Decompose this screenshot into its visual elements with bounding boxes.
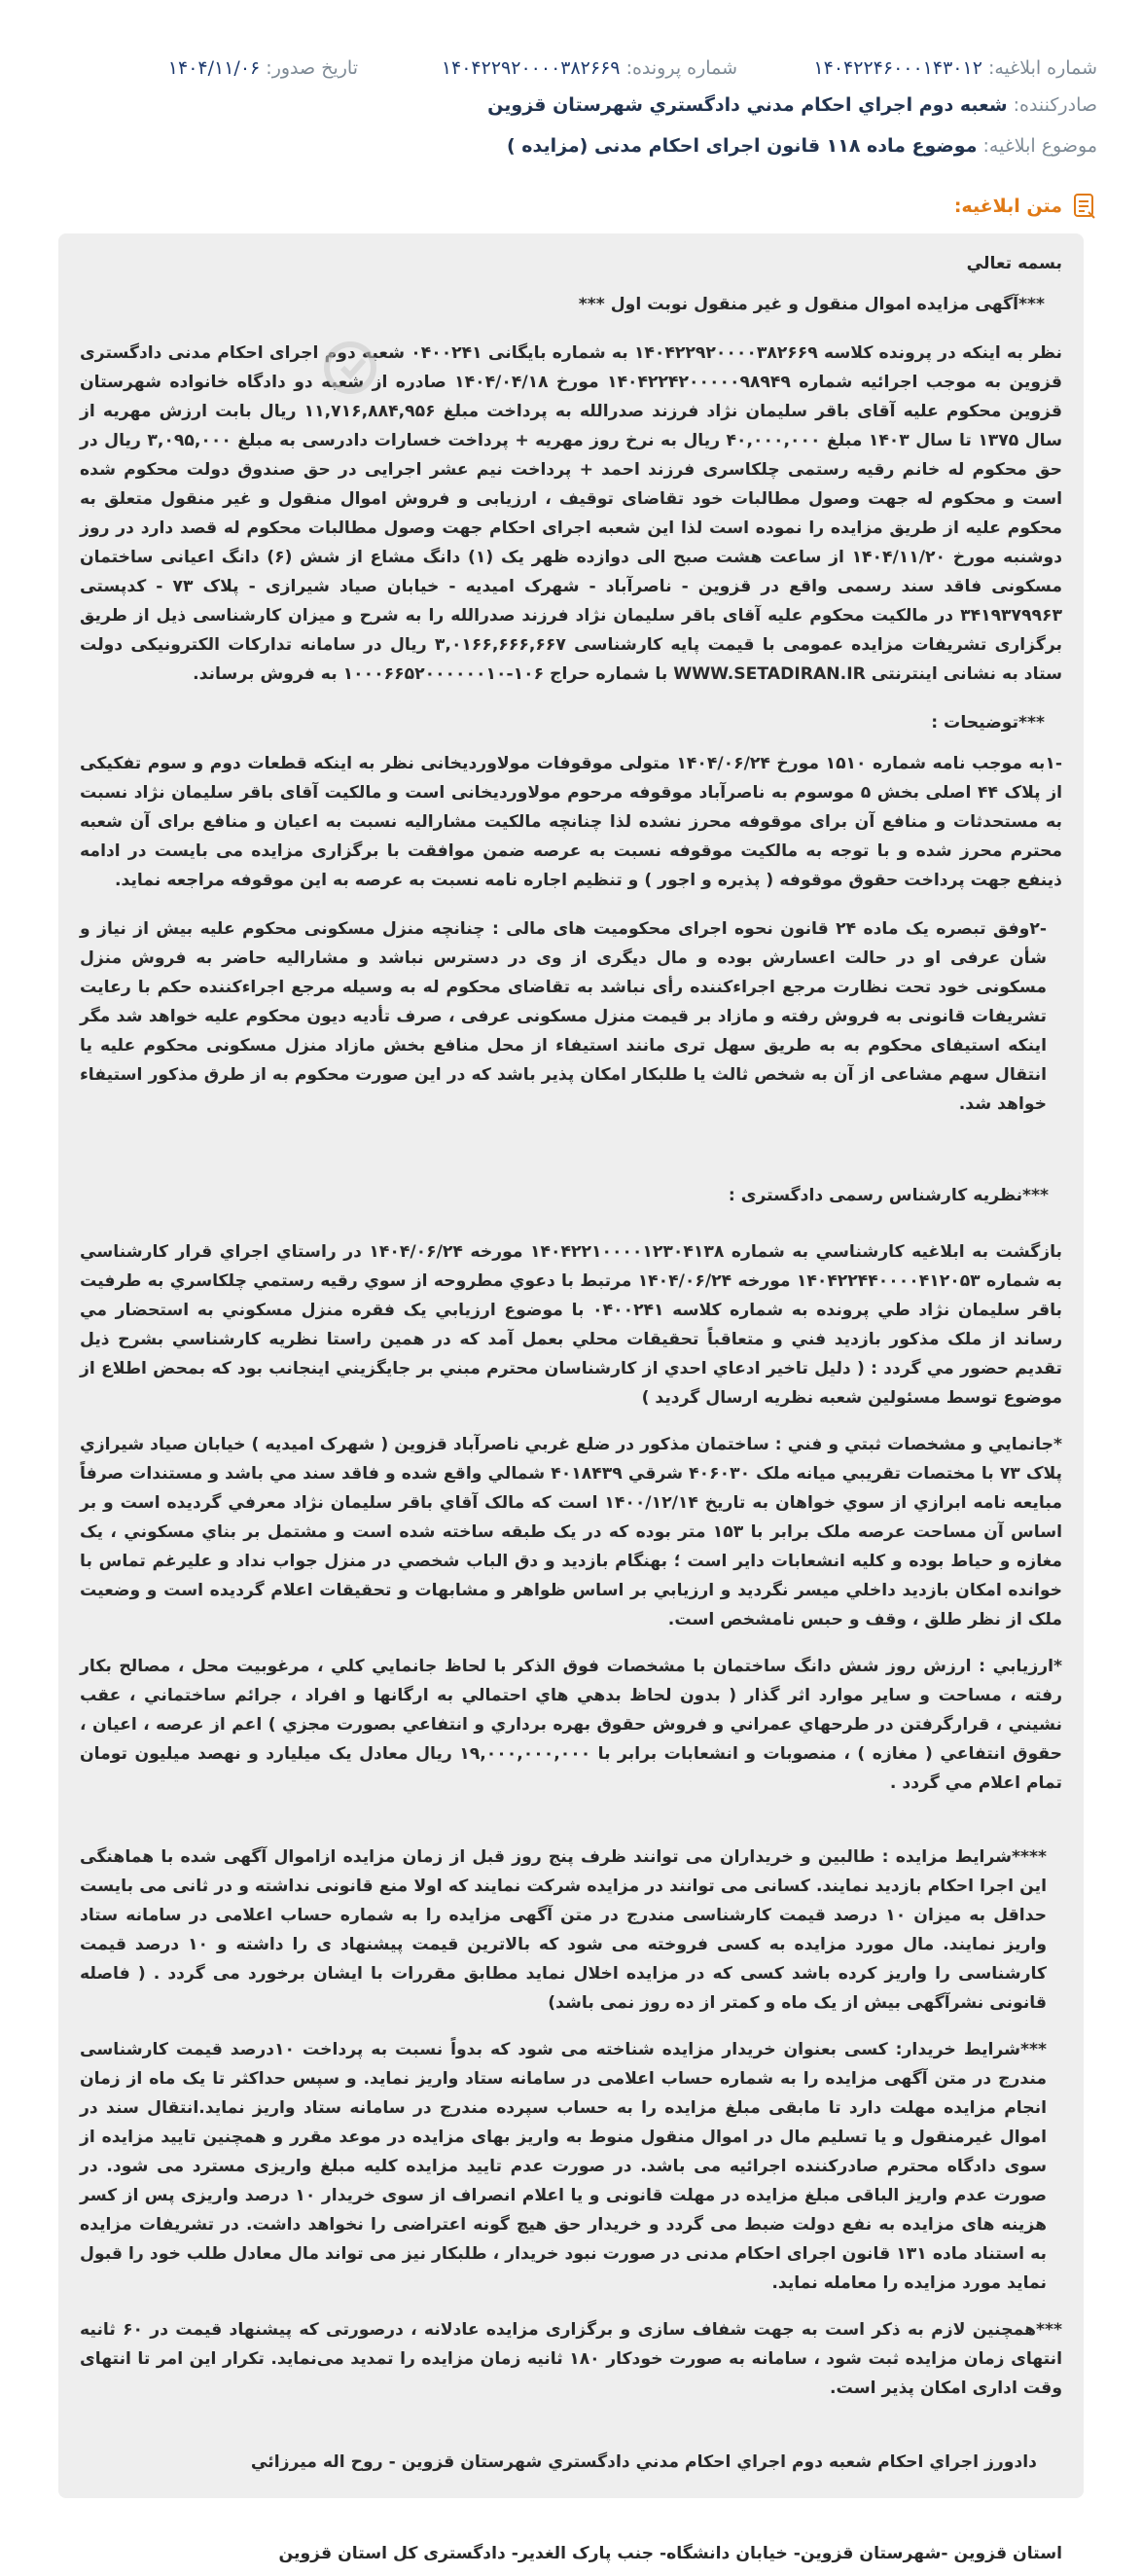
body-extension-note: ***همچنین لازم به ذکر است به جهت شفاف سازی و برگزاری مزایده عادلانه ، درصورتی که پیشنهاد قیمت در ۶۰ ثانیه انتهای زمان مزایده ثبت شود ، سامانه به صورت خودکار ۱۸۰ ثانیه زمان مزایده را تمدید می‌نماید. تکرار این امر تا انتهای وقت اداری امکان پذیر است.: [80, 2320, 1063, 2398]
meta-row-issuer: [45, 91, 1097, 119]
document-icon: [1072, 193, 1097, 220]
body-address: استان قزوین -شهرستان قزوین- خیابان دانشگاه- جنب پارک الغدیر- دادگستری کل استان قزوین: [278, 2544, 1062, 2563]
notice-text-title: متن ابلاغیه:: [953, 196, 1062, 217]
notice-number-value: ۱۴۰۴۲۲۴۶۰۰۰۱۴۳۰۱۲: [813, 57, 982, 79]
body-notes-heading: ***توضیحات :: [931, 713, 1045, 733]
issue-date-field: [168, 54, 358, 82]
notice-text-heading: [954, 193, 1097, 220]
issuer-label: صادرکننده:: [1013, 94, 1097, 116]
case-number-value: ۱۴۰۴۲۲۹۲۰۰۰۰۳۸۲۶۶۹: [441, 57, 621, 79]
meta-row-subject: [45, 132, 1097, 160]
body-expert-intro: بازگشت به ابلاغیه کارشناسي به شماره ۱۴۰۴۲۲۱۰۰۰۰۱۲۳۰۴۱۳۸ مورخه ۱۴۰۴/۰۶/۲۴ در راستاي اجراي قرار کارشناسي به شماره ۱۴۰۴۲۲۴۴۰۰۰۰۴۱۲۰۵۳ مورخه ۱۴۰۴/۰۶/۲۴ مرتبط با دعوي مطروحه از سوي رقيه رستمي چلکاسري به طرفيت باقر سليمان نژاد طي پرونده به شماره کلاسه ۰۴۰۰۲۴۱ با موضوع ارزيابي يک فقره منزل مسکوني به استحضار مي رساند از ملک مذکور بازديد فني و متعاقباً تحقيقات محلي بعمل آمد که در همين راستا نظريه کارشناسي بشرح ذيل تقديم حضور مي گردد : ( دليل تاخير ادعاي احدي از کارشناسان محترم مبني بر جايگزيني اينجانب بود که بمحض اطلاع از موضوع توسط مسئولين شعبه نظريه ارسال گرديد ): [80, 1242, 1063, 1408]
body-expert-heading: ***نظریه کارشناس رسمی دادگستری :: [728, 1186, 1049, 1205]
body-note-1: -۱به موجب نامه شماره ۱۵۱۰ مورخ ۱۴۰۴/۰۶/۲۴ متولی موقوفات مولاوردیخانی نظر به اینکه قطعات دوم و سوم تفکیکی از پلاک ۴۴ اصلی بخش ۵ موسوم به ناصرآباد موقوفه مرحوم مولاوردیخانی است و مالکیت آقای باقر سلیمان نژاد نسبت به مستحدثات و منافع آن برای موقوفه محرز نشده لذا چنانچه مالکیت مشارالیه نسبت به اعیان و منافع برای آن شعبه محترم محرز شده و با توجه به مالکیت موقوفه نسبت به عرصه ضمن موافقت با برگزاری مزایده می بایست در ادامه ذینفع جهت پرداخت حقوق موقوفه ( پذیره و اجور ) و تنظیم اجاره نامه نسبت به عرصه به این موقوفه مراجعه نماید.: [80, 754, 1063, 890]
body-signature: دادورز اجراي احكام شعبه دوم اجراي احكام مدني دادگستري شهرستان قزوين - روح اله ميرزائي: [250, 2452, 1037, 2472]
body-expert-valuation: *ارزيابي : ارزش روز شش دانگ ساختمان با مشخصات فوق الذکر با لحاظ جانمايي کلي ، مرغوبيت محل ، مصالح بکار رفته ، مساحت و ساير موارد اثر گذار ( بدون لحاظ بدهي هاي احتمالي به ارگانها و افراد ، جرائم ساختماني ، عقب نشيني ، قرارگرفتن در طرحهاي عمراني و فروش حقوق بهره برداري و انتفاعي بصورت مجزي ) اعم از عرصه ، اعيان ، حقوق انتفاعي ( مغازه ) ، منصوبات و انشعابات برابر با ۱۹,۰۰۰,۰۰۰,۰۰۰ ريال معادل يک ميليارد و نهصد ميليون تومان تمام اعلام مي گردد .: [80, 1657, 1062, 1793]
subject-label: موضوع ابلاغیه:: [982, 135, 1097, 157]
body-buyer-terms: ***شرایط خریدار: کسی بعنوان خریدار مزایده شناخته می شود که بدواً نسبت به پرداخت ۱۰درصد قیمت کارشناسی مندرج در متن آگهی مزایده را به شماره حساب اعلامی در سامانه ستاد واریز نماید. و سپس حداکثر تا یک ماه از زمان انجام مزایده مهلت دارد تا مابقی مبلغ مزایده را به حساب سپرده مندرج در سامانه ستاد واریز نماید.انتقال سند در اموال غیرمنقول و یا تسلیم مال در اموال منقول منوط به واریز بهای مزایده در موعد مقرر و همچنین تایید مزایده از سوی دادگاه محترم صادرکننده اجرائیه می باشد. در صورت عدم تایید مزایده کلیه مبلغ واریزی مسترد می شود. در صورت عدم واریز الباقی مبلغ مزایده در مهلت قانونی و یا اعلام انصراف از سوی خریدار ۱۰ درصد واریزی پس از کسر هزینه های مزایده به نفع دولت ضبط می گردد و خریدار حق هیچ گونه اعتراضی را نخواهد داشت. در تشریفات مزایده به استناد ماده ۱۳۱ قانون اجرای احکام مدنی در صورت نبود خریدار ، طلبکار نیز می تواند مال معادل طلب خود را قبول نماید مورد مزایده را معامله نماید.: [80, 2040, 1047, 2293]
issue-date-label: تاریخ صدور:: [266, 57, 358, 79]
body-expert-specs: *جانمایي و مشخصات ثبتي و فني : ساختمان مذکور در ضلع غربي ناصرآباد قزوين ( شهرک اميديه ) خيابان صياد شيرازي پلاک ۷۳ با مختصات تقريبي ميانه ملک ۴۰۶۰۳۰ شرقي ۴۰۱۸۴۳۹ شمالي واقع شده و فاقد سند مي باشد و مستندات صرفاً مبايعه نامه ابرازي از سوي خواهان به تاريخ ۱۴۰۰/۱۲/۱۴ است که مالک آقاي باقر سليمان نژاد معرفي گرديده است و بر اساس آن مساحت عرصه ملک برابر با ۱۵۳ متر بوده که در يک طبقه ساخته شده است و مشتمل بر بناي مسکوني ، يک مغازه و حياط بوده و کليه انشعابات داير است ؛ بهنگام بازديد و دق الباب شخصي در منزل جواب نداد و عليرغم تماس با خوانده امکان بازديد داخلي ميسر نگرديد و ارزيابي بر اساس ظواهر و مشابهات و تحقيقات اعلام گرديده است و وضعيت ملک از نظر طلق ، وقف و حبس نامشخص است.: [80, 1435, 1062, 1629]
issuer-value: شعبه دوم اجراي احكام مدني دادگستري شهرستان قزوين: [487, 94, 1008, 116]
case-number-field: [442, 54, 737, 82]
subject-value: موضوع ماده ۱۱۸ قانون اجرای احکام مدنی (مزایده ): [506, 135, 978, 157]
body-main-paragraph: نظر به اینکه در پرونده کلاسه ۱۴۰۴۲۲۹۲۰۰۰۰۳۸۲۶۶۹ به شماره بایگانی ۰۴۰۰۲۴۱ شعبه دوم اجرای احکام مدنی دادگستری قزوین به موجب اجرائیه شماره ۱۴۰۴۲۲۴۲۰۰۰۰۰۹۸۹۴۹ مورخ ۱۴۰۴/۰۴/۱۸ صادره از شعبه دو دادگاه خانواده شهرستان قزوین محکوم علیه آقای باقر سلیمان نژاد فرزند صدرالله به پرداخت مبلغ ۱۱,۷۱۶,۸۸۴,۹۵۶ ریال بابت ارزش مهریه از سال ۱۳۷۵ تا سال ۱۴۰۳ مبلغ ۴۰,۰۰۰,۰۰۰ ریال به نرخ روز مهریه + پرداخت خسارات دادرسی به مبلغ ۳,۰۹۵,۰۰۰ ریال در حق محکوم له خانم رقیه رستمی چلکاسری فرزند احمد + پرداخت نیم عشر اجرایی در حق صندوق دولت محکوم شده است و محکوم له جهت وصول مطالبات خود تقاضای توقیف ، ارزیابی و فروش اموال منقول و غیر منقول متعلق به محکوم علیه از طریق مزایده را نموده است لذا این شعبه اجرای احکام جهت وصول مطالبات محکوم له قصد دارد در روز دوشنبه مورخ ۱۴۰۴/۱۱/۲۰ از ساعت هشت صبح الی دوازده ظهر یک (۱) دانگ مشاع از شش (۶) دانگ اعیانی ساختمان مسکونی فاقد سند رسمی واقع در قزوین - ناصرآباد - شهرک امیدیه - خیابان صیاد شیرازی - پلاک ۷۳ - کدپستی ۳۴۱۹۳۷۹۹۶۳ در مالکیت محکوم علیه آقای باقر سلیمان نژاد فرزند صدرالله را به شرح و میزان کارشناسی ذیل از طریق برگزاری تشریفات مزایده عمومی با قیمت پایه کارشناسی ۳,۰۱۶۶,۶۶۶,۶۶۷ ریال در سامانه تدارکات الکترونیکی دولت ستاد به نشانی اینترنتی WWW.SETADIRAN.IR با شماره حراج ۱۰۶-۱۰۰۰۶۶۵۲۰۰۰۰۰۰۱۰ به فروش برساند.: [80, 343, 1063, 684]
issue-date-value: ۱۴۰۴/۱۱/۰۶: [167, 57, 261, 79]
body-auction-terms: ****شرایط مزایده : طالبین و خریداران می توانند ظرف پنج روز قبل از زمان مزایده ازاموال آگهی شده با هماهنگی این اجرا احکام بازدید نمایند. کسانی می توانند در مزایده شرکت نمایند که اولا منع قانونی نداشته و در ثانی می بایست حداقل به میزان ۱۰ درصد قیمت کارشناسی مندرج در متن آگهی مزایده را به شماره حساب اعلامی در سامانه ستاد واریز نمایند. مال مورد مزایده به کسی فروخته می شود که بالاترین قیمت پیشنهاد ی را داشته و ۱۰ درصد قیمت کارشناسی را واریز کرده باشد کسی که در مزایده اخلال نماید مطابق مقررات با ایشان برخورد می گردد . ( فاصله قانونی نشرآگهی بیش از یک ماه و کمتر از ده روز نمی باشد): [80, 1847, 1047, 2013]
notice-number-field: [813, 54, 1097, 82]
case-number-label: شماره پرونده:: [625, 57, 737, 79]
body-greeting: بسمه تعالي: [966, 254, 1062, 273]
body-note-2: -۲وفق تبصره یک ماده ۲۴ قانون نحوه اجرای محکومیت های مالی : چنانچه منزل مسکونی محکوم علیه بیش از نیاز و شأن عرفی او در حالت اعسارش بوده و مال دیگری از وی در دسترس نباشد و مشارالیه حاضر به فروش منزل مسکونی خود تحت نظارت مرجع اجراءکننده رأی نباشد به تقاضای محکوم له به وسیله مرجع اجراءکننده حکم با رعایت تشریفات قانونی به فروش رفته و مازاد بر قیمت منزل مسکونی عرفی ، صرف تأدیه دیون محکوم علیه خواهد شد مگر اینکه استیفای محکوم به به طریق سهل تری مانند استیفاء از محل منافع بخش مازاد منزل مسکونی محکوم علیه یا انتقال سهم مشاعی از آن به شخص ثالث یا طلبکار امکان پذیر باشد که در این صورت محکوم به از طرق مذکور استیفاء خواهد شد.: [80, 919, 1047, 1114]
body-auction-heading: ***آگهی مزایده اموال منقول و غیر منقول نوبت اول ***: [578, 295, 1045, 314]
notice-number-label: شماره ابلاغیه:: [987, 57, 1097, 79]
notice-body: [58, 233, 1084, 2563]
